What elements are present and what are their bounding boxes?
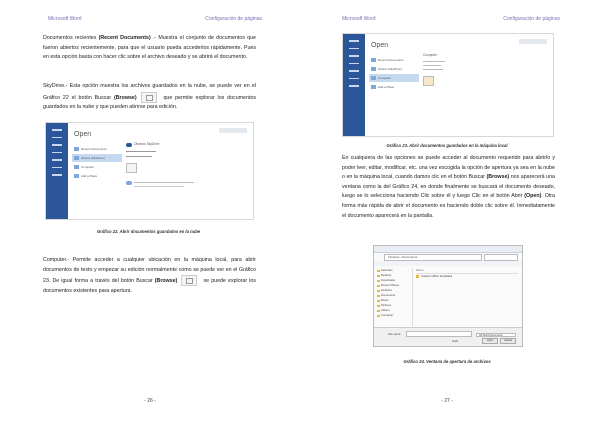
dialog-footer [374, 327, 522, 346]
file-type-select: All Word Documents [476, 333, 516, 337]
page-number-left: - 26 - [144, 398, 156, 404]
file-name-label: File name: [388, 332, 402, 336]
skydrive-cloud-icon [126, 143, 132, 147]
nav-item: Computer [376, 313, 412, 318]
header-left: Microsoft Word [342, 16, 376, 22]
figure-24-open-dialog [373, 245, 523, 347]
caption-23: Gráfico 23. Abrir documentos guardados en la máquina local [386, 143, 508, 148]
nav-item: Documents [376, 293, 412, 298]
place-skydrive: Ohana (SkyDrive) [72, 154, 122, 162]
page-number-right: - 27 - [441, 398, 453, 404]
place-computer: Computer [72, 163, 122, 171]
nav-item: Favorites [376, 268, 412, 273]
caption-24: Gráfico 24. Ventana de apertura de archivos [403, 359, 491, 364]
header-left: Microsoft Word [48, 16, 82, 22]
nav-item: Videos [376, 308, 412, 313]
header-right: Configuración de páginas [503, 16, 560, 22]
browse-button-icon [181, 275, 197, 286]
nav-item: Music [376, 298, 412, 303]
open-title: Open [371, 42, 389, 49]
figure-22-screenshot [45, 122, 254, 220]
paragraph-computer: Computer.- Permite acceder a cualquier ubicación en la máquina local, para abrir documentos de texto y empezar su edición normalmente como se puede ver en el Gráfico 23. De igual forma a través del botón Buscar (Browse) se puede explorar los documentos existentes para apertura. [43, 257, 256, 294]
address-bar: Libraries › Documents [384, 254, 482, 261]
place-add: Add a Place [72, 172, 122, 180]
browse-button-icon [141, 92, 157, 103]
paragraph-skydrive: SkyDrive.- Esta opción muestra los archivos guardados en la nube, se puede ver en el Gráfico 22 el botón Buscar (Browse) que permite explorar los documentos guardados en la nube y que pueden abrirse para edición. [43, 83, 257, 111]
file-row: Custom Office Templates [416, 274, 518, 279]
tools-button: Tools [451, 340, 459, 343]
backstage-sidebar [46, 123, 68, 219]
command-bar [374, 261, 522, 266]
open-title: Open [74, 131, 92, 138]
figure-23-screenshot [342, 33, 554, 137]
place-add: Add a Place [369, 83, 419, 91]
caption-22: Gráfico 22. Abrir documentos guardados en la nube [96, 229, 201, 234]
column-header-name: Name [416, 268, 518, 274]
header-right: Configuración de páginas [205, 16, 262, 22]
right-page [300, 0, 600, 424]
recent-documents-term: (Recent Documents) [98, 35, 151, 41]
info-cloud-icon [126, 181, 132, 185]
dialog-titlebar [374, 246, 522, 253]
nav-item: Libraries [376, 288, 412, 293]
browse-folder-icon [126, 163, 137, 173]
nav-item: Desktop [376, 273, 412, 278]
word-logo [519, 39, 547, 44]
place-skydrive: Ohana (SkyDrive) [369, 65, 419, 73]
paragraph-recent-documents: Documentos recientes (Recent Documents) .- Muestra el conjunto de documentos que fueron abiertos recientemente, para que el usuario pueda accederlos rápidamente. Pues en esta opción basta con hacer clic sobre el archivo deseado y se abrirá el documento. [43, 35, 256, 61]
paragraph-open-procedure: En cualquiera de las opciones se puede acceder al documento requerido para abrirlo y poder leer, editar, modificar, etc. una vez escogida la opción de apertura ya sea en la nube o en la máquina local, cuando damos clic en el botón Buscar (Browse) nos aparecerá una ventana como la del Gráfico 24, en donde finalmente se buscará el documento deseado, luego se lo selecciona haciendo Clic sobre él y luego Clic en el botón Abrir (Open). Otra forma más rápida de abrir el documento es haciendo doble clic sobre él. Inmediatamente el documento aparecerá en la pantalla. [342, 155, 556, 219]
place-computer: Computer [369, 74, 419, 82]
nav-item: Pictures [376, 303, 412, 308]
search-box [484, 254, 518, 261]
navigation-pane [376, 268, 413, 326]
nav-item: Recent Places [376, 283, 412, 288]
cancel-button: Cancel [500, 338, 516, 344]
computer-heading: Computer [423, 53, 437, 57]
open-button: Open [482, 338, 498, 344]
word-logo [219, 128, 247, 133]
file-name-field [406, 331, 472, 337]
place-recent: Recent Documents [369, 56, 419, 64]
browse-folder-icon [423, 76, 434, 86]
skydrive-heading: Ohana's SkyDrive [134, 142, 160, 146]
nav-item: Downloads [376, 278, 412, 283]
place-recent: Recent Documents [72, 145, 122, 153]
backstage-sidebar [343, 34, 365, 136]
